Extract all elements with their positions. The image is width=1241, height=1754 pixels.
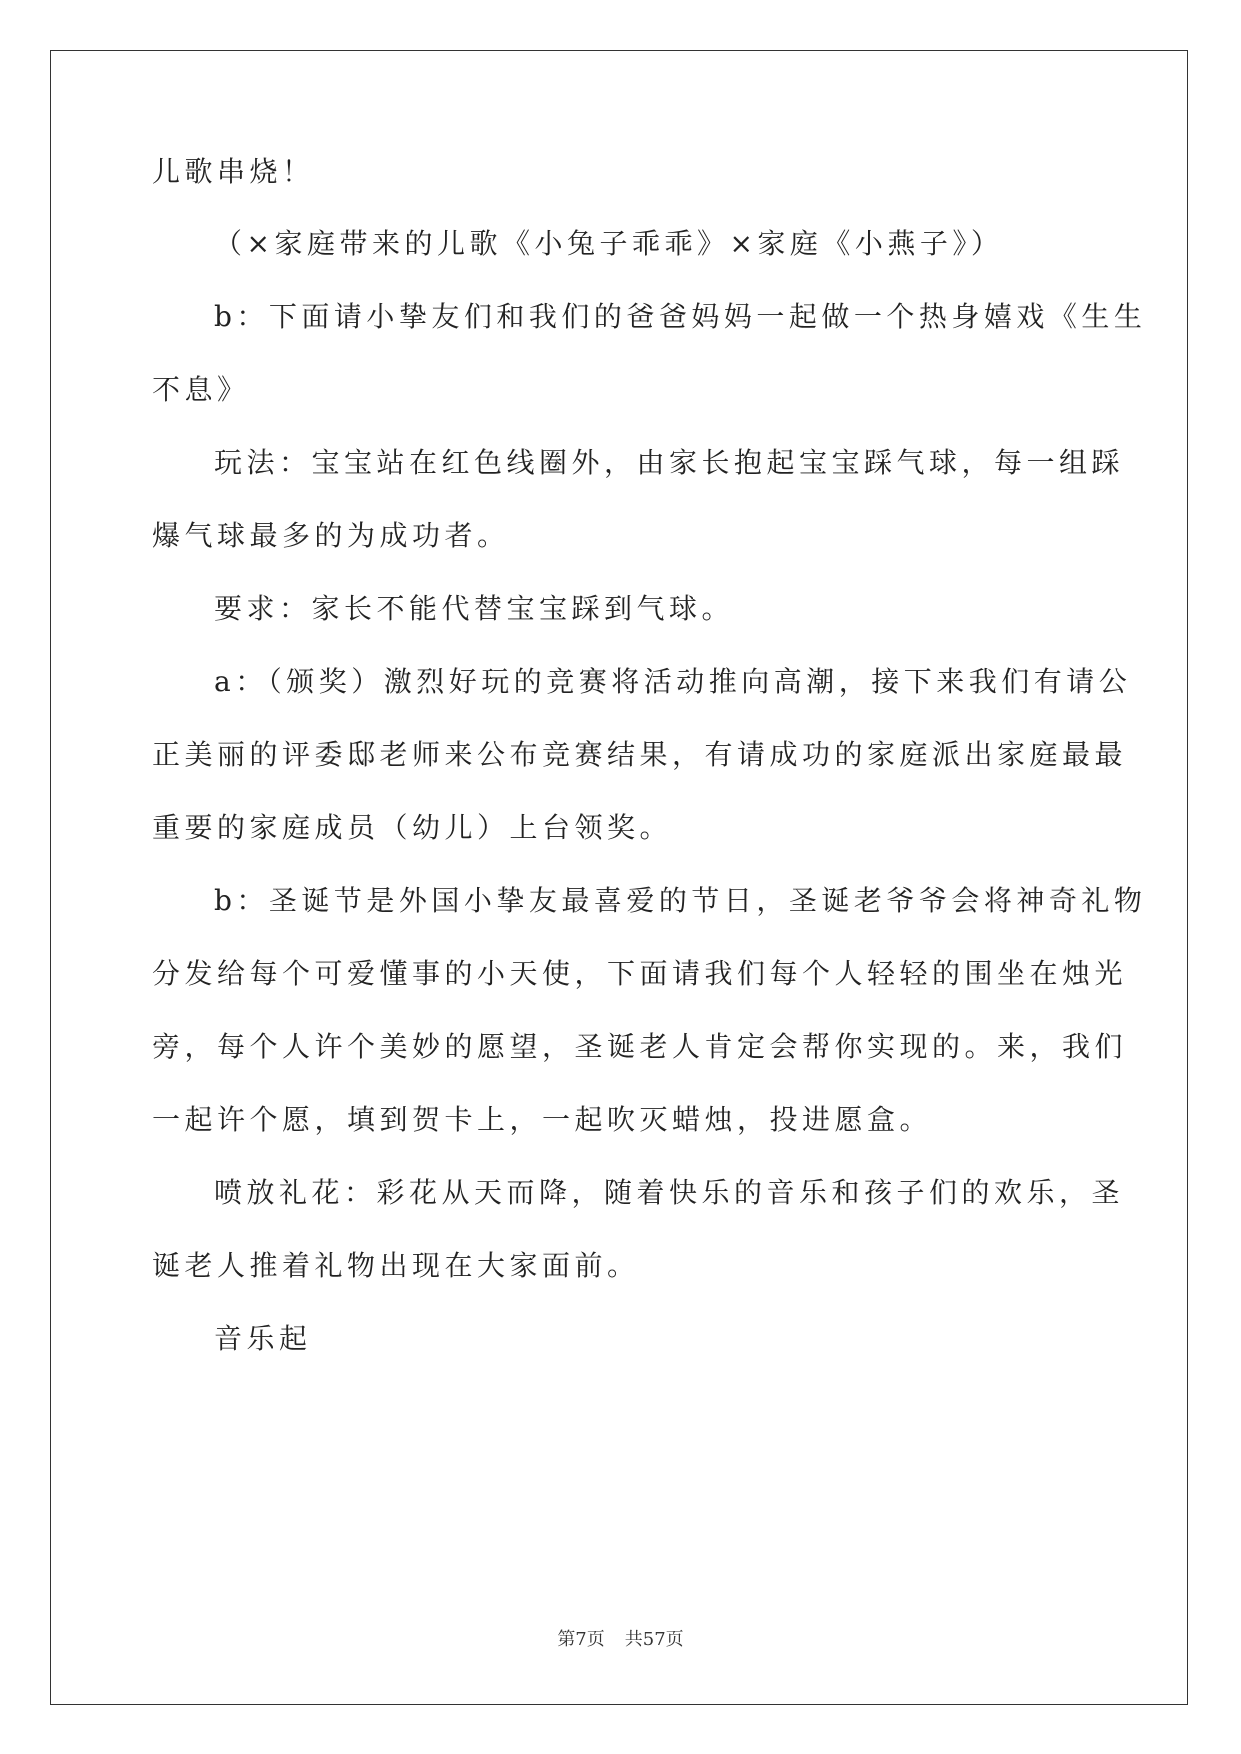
text-line: 玩法：宝宝站在红色线圈外，由家长抱起宝宝踩气球，每一组踩 xyxy=(214,446,1125,479)
text-line: （×家庭带来的儿歌《小兔子乖乖》×家庭《小燕子》） xyxy=(214,227,1004,260)
text-line: b：下面请小挚友们和我们的爸爸妈妈一起做一个热身嬉戏《生生 xyxy=(214,300,1147,333)
text-line: 儿歌串烧！ xyxy=(152,155,315,188)
text-line: 分发给每个可爱懂事的小天使，下面请我们每个人轻轻的围坐在烛光 xyxy=(152,957,1128,990)
text-line: b：圣诞节是外国小挚友最喜爱的节日，圣诞老爷爷会将神奇礼物 xyxy=(214,884,1147,917)
text-line: 喷放礼花：彩花从天而降，随着快乐的音乐和孩子们的欢乐，圣 xyxy=(214,1176,1125,1209)
text-line: 要求：家长不能代替宝宝踩到气球。 xyxy=(214,592,735,625)
text-line: 音乐起 xyxy=(214,1322,312,1355)
text-line: 旁，每个人许个美妙的愿望，圣诞老人肯定会帮你实现的。来，我们 xyxy=(152,1030,1128,1063)
current-page-number: 第7页 xyxy=(557,1629,605,1650)
text-line: 一起许个愿，填到贺卡上，一起吹灭蜡烛，投进愿盒。 xyxy=(152,1103,933,1136)
text-line: 诞老人推着礼物出现在大家面前。 xyxy=(152,1249,640,1282)
text-line: a：（颁奖）激烈好玩的竞赛将活动推向高潮，接下来我们有请公 xyxy=(214,665,1132,698)
page-footer xyxy=(0,1628,1241,1652)
total-page-count: 共57页 xyxy=(624,1629,684,1650)
text-line: 重要的家庭成员（幼儿）上台领奖。 xyxy=(152,811,673,844)
text-line: 不息》 xyxy=(152,373,250,406)
text-line: 爆气球最多的为成功者。 xyxy=(152,519,510,552)
text-line: 正美丽的评委邸老师来公布竞赛结果，有请成功的家庭派出家庭最最 xyxy=(152,738,1128,771)
